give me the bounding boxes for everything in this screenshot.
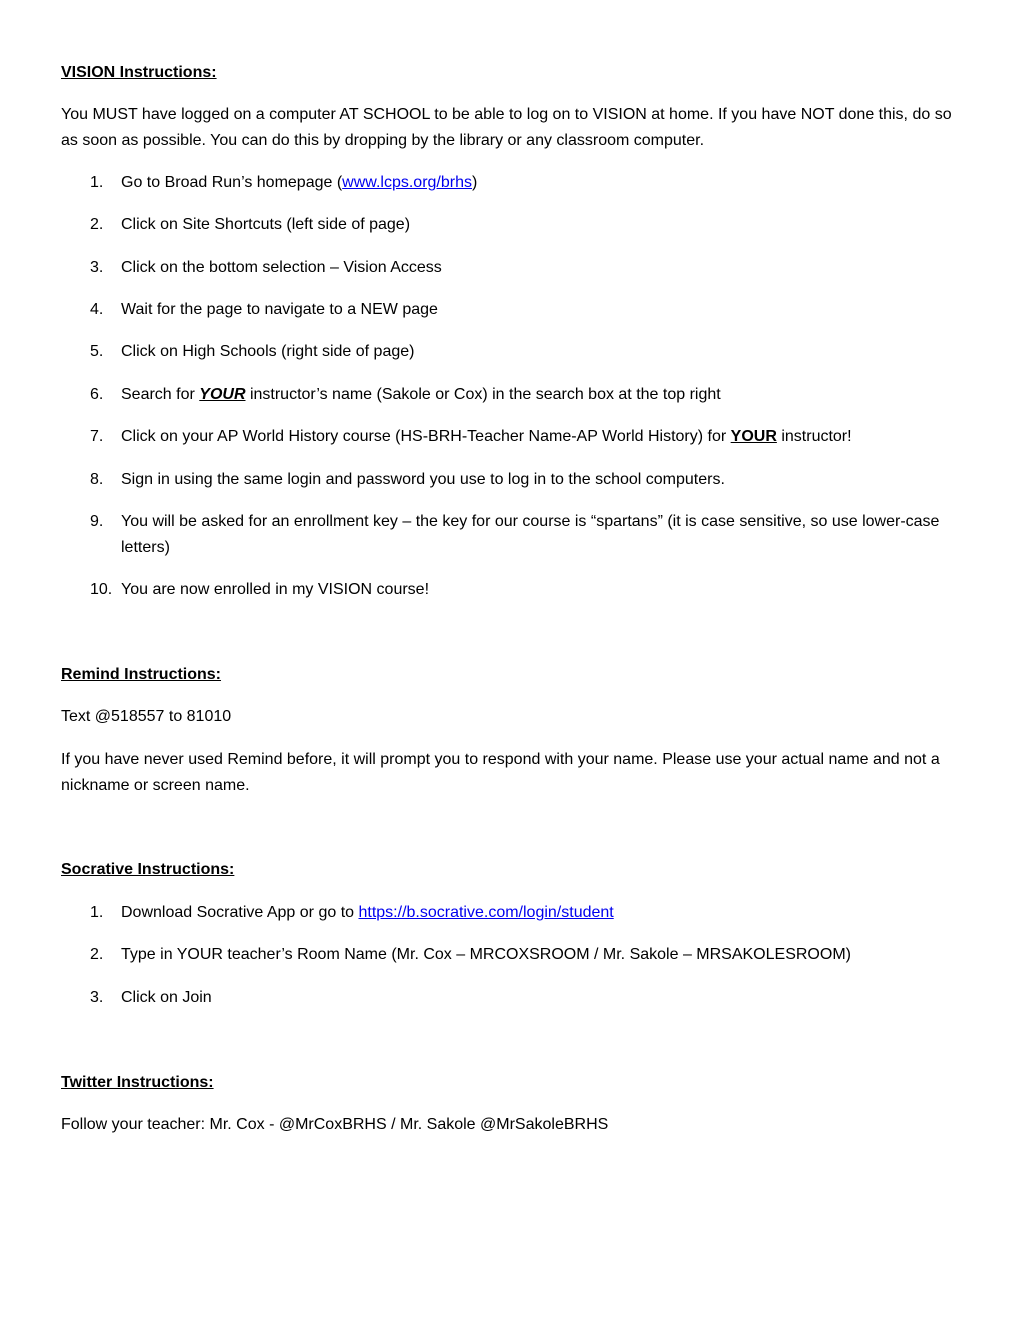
step-number: 7.	[90, 428, 104, 445]
step-text: Click on your AP World History course (HS-BRH-Teacher Name-AP World History) for	[121, 428, 731, 445]
emphasis-your: YOUR	[199, 386, 246, 403]
step-text: Click on High Schools (right side of page)	[121, 343, 415, 360]
step-number: 1.	[90, 904, 104, 921]
step-text: Search for	[121, 386, 200, 403]
twitter-text: Follow your teacher: Mr. Cox - @MrCoxBRHS / Mr. Sakole @MrSakoleBRHS	[61, 1116, 609, 1133]
socrative-login-link[interactable]: https://b.socrative.com/login/student	[358, 904, 614, 921]
twitter-heading: Twitter Instructions:	[61, 1074, 214, 1091]
step-number: 2.	[90, 216, 104, 233]
step-number: 3.	[90, 259, 104, 276]
socrative-heading: Socrative Instructions:	[61, 861, 235, 878]
remind-text: Text @518557 to 81010	[61, 708, 232, 725]
step-number: 3.	[90, 989, 104, 1006]
step-number: 5.	[90, 343, 104, 360]
step-text: You will be asked for an enrollment key – the key for our course is “spartans” (it is case sensitive, so use lower-case letters)	[121, 513, 940, 556]
vision-heading: VISION Instructions:	[61, 64, 217, 81]
step-text: Download Socrative App or go to	[121, 904, 359, 921]
remind-note: If you have never used Remind before, it will prompt you to respond with your name. Please use your actual name and not a nickname or screen name.	[61, 751, 940, 794]
step-text: Click on Site Shortcuts (left side of page)	[121, 216, 411, 233]
step-text: Wait for the page to navigate to a NEW page	[121, 301, 438, 318]
step-number: 4.	[90, 301, 104, 318]
remind-heading: Remind Instructions:	[61, 666, 222, 683]
step-number: 9.	[90, 513, 104, 530]
step-number: 8.	[90, 471, 104, 488]
step-number: 6.	[90, 386, 104, 403]
step-text: Go to Broad Run’s homepage (	[121, 174, 343, 191]
vision-intro: You MUST have logged on a computer AT SCHOOL to be able to log on to VISION at home. If you have NOT done this, do so as soon as possible. You can do this by dropping by the library or any classroom computer.	[61, 106, 952, 149]
step-number: 1.	[90, 174, 104, 191]
step-text: Click on Join	[121, 989, 212, 1006]
emphasis-your: YOUR	[730, 428, 777, 445]
step-text: Click on the bottom selection – Vision Access	[121, 259, 442, 276]
step-number: 10.	[90, 581, 113, 598]
step-text: You are now enrolled in my VISION course!	[121, 581, 430, 598]
step-text: Type in YOUR teacher’s Room Name (Mr. Cox – MRCOXSROOM / Mr. Sakole – MRSAKOLESROOM)	[121, 946, 851, 963]
step-number: 2.	[90, 946, 104, 963]
step-text: Sign in using the same login and password you use to log in to the school computers.	[121, 471, 725, 488]
lcps-homepage-link[interactable]: www.lcps.org/brhs	[342, 174, 472, 191]
